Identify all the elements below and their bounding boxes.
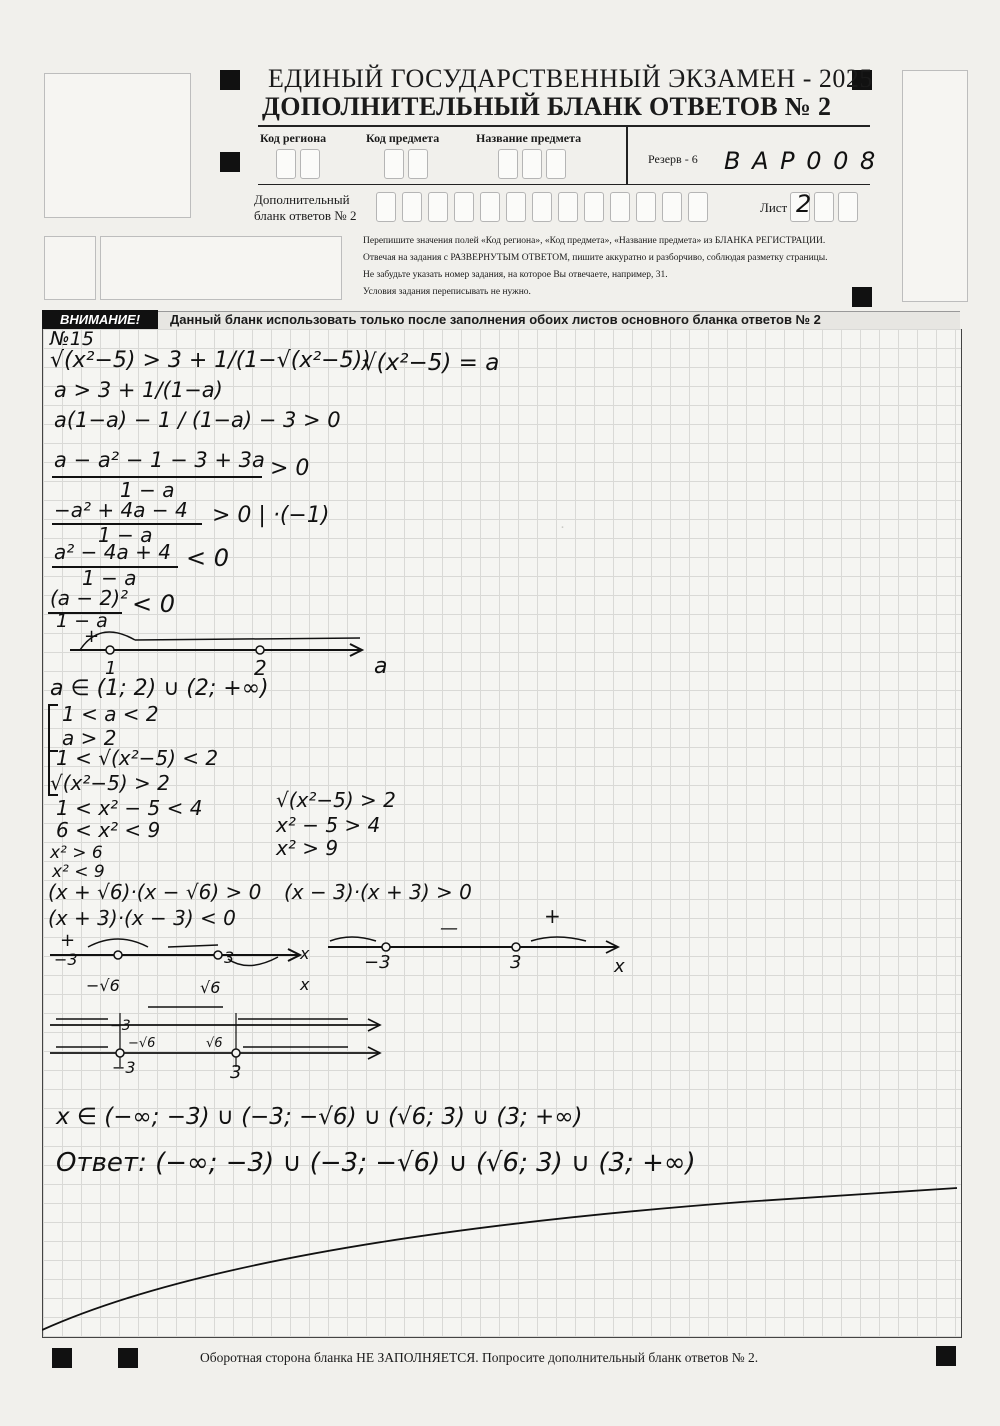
- system-line: 1 < a < 2: [62, 702, 159, 726]
- instruction-line: Условия задания переписывать не нужно.: [363, 287, 531, 297]
- system-bracket: [48, 704, 58, 752]
- fraction-relation: < 0: [186, 544, 230, 572]
- solution-line: a(1−a) − 1 / (1−a) − 3 > 0: [54, 408, 341, 432]
- solution-line: √(x²−5) > 2: [276, 788, 396, 812]
- header-rule-2: [258, 184, 870, 185]
- sign-chart-label: —: [440, 918, 458, 939]
- task-number: №15: [50, 328, 94, 350]
- extra-form-number-cell[interactable]: [610, 192, 630, 222]
- solution-line: 6 < x² < 9: [56, 818, 161, 842]
- sheet-cell[interactable]: [838, 192, 858, 222]
- extra-form-number-cell[interactable]: [558, 192, 578, 222]
- sign-chart-label: 3: [224, 948, 235, 967]
- number-line-point: 1: [105, 658, 117, 679]
- registration-mark-mid-left: [220, 152, 240, 172]
- solution-line: a > 3 + 1/(1−a): [54, 378, 223, 402]
- solution-line: (x + √6)·(x − √6) > 0: [48, 880, 262, 904]
- qr-area-left-2: [100, 236, 342, 300]
- fraction-numerator: (a − 2)²: [50, 586, 129, 610]
- fraction-relation: < 0: [132, 590, 176, 618]
- solution-line: x² > 9: [276, 836, 339, 860]
- extra-form-number-cell[interactable]: [636, 192, 656, 222]
- registration-mark-bottom-1: [52, 1348, 72, 1368]
- solution-line: 1 < x² − 5 < 4: [56, 796, 203, 820]
- fraction-numerator: a − a² − 1 − 3 + 3a: [54, 448, 265, 472]
- sign-chart-label: −√6: [128, 1036, 156, 1051]
- solution-line: a ∈ (1; 2) ∪ (2; +∞): [50, 676, 269, 701]
- extra-form-number-cell[interactable]: [532, 192, 552, 222]
- subject-name-cell[interactable]: [498, 149, 518, 179]
- sign-chart-label: 3: [230, 1062, 242, 1083]
- solution-result: x ∈ (−∞; −3) ∪ (−3; −√6) ∪ (√6; 3) ∪ (3; +∞): [56, 1104, 583, 1130]
- subject-name-label: Название предмета: [476, 131, 582, 145]
- sheet-value: 2: [796, 190, 812, 218]
- solution-line: (x − 3)·(x + 3) > 0: [284, 880, 472, 904]
- extra-form-label: [254, 192, 356, 224]
- qr-area-left-1: [44, 236, 96, 300]
- fraction-denominator: 1 − a: [120, 478, 175, 502]
- instruction-line: Отвечая на задания с РАЗВЕРНУТЫМ ОТВЕТОМ, пишите аккуратно и разборчиво, соблюдая разметку страницы.: [363, 253, 828, 263]
- sign-chart-label: √6: [200, 978, 221, 997]
- region-code-label: Код региона: [260, 131, 327, 145]
- solution-line: √(x²−5) > 3 + 1/(1−√(x²−5)): [50, 348, 371, 373]
- instruction-line: Перепишите значения полей «Код региона», «Код предмета», «Название предмета» из БЛАНКА РЕГИСТРАЦИИ.: [363, 236, 826, 246]
- sign-chart-label: −√6: [86, 976, 120, 995]
- instruction-line: Не забудьте указать номер задания, на которое Вы отвечаете, например, 31.: [363, 270, 668, 280]
- fraction-denominator: 1 − a: [98, 523, 153, 547]
- solution-line: (x + 3)·(x − 3) < 0: [48, 906, 236, 930]
- sign-chart-label: √6: [206, 1036, 223, 1051]
- closing-stroke: [42, 1180, 962, 1340]
- number-line-point: 2: [254, 656, 267, 680]
- warning-badge: ВНИМАНИЕ!: [42, 310, 158, 329]
- subject-code-cell[interactable]: [384, 149, 404, 179]
- fraction-numerator: a² − 4a + 4: [54, 540, 171, 564]
- footer-note: Оборотная сторона бланка НЕ ЗАПОЛНЯЕТСЯ. Попросите дополнительный бланк ответов № 2.: [200, 1350, 759, 1365]
- registration-mark-bottom-2: [118, 1348, 138, 1368]
- subject-name-cell[interactable]: [546, 149, 566, 179]
- sign-chart-label: x: [614, 956, 625, 977]
- system-line: √(x²−5) > 2: [50, 771, 170, 795]
- reserve-value[interactable]: В А Р 0 0 8: [724, 147, 878, 175]
- sign-chart-label: x: [300, 975, 310, 994]
- header-rule: [258, 125, 870, 127]
- fraction-relation: > 0: [270, 456, 310, 481]
- solution-line: x² − 5 > 4: [276, 813, 381, 837]
- fraction-denominator: 1 − a: [56, 610, 108, 632]
- reserve-label: Резерв - 6: [648, 152, 698, 166]
- solution-line: x² > 6: [50, 843, 103, 863]
- extra-form-number-cell[interactable]: [662, 192, 682, 222]
- number-line-variable: a: [374, 654, 388, 679]
- show-through: ·: [560, 520, 565, 536]
- extra-form-number-cell[interactable]: [454, 192, 474, 222]
- registration-mark-bottom-right: [936, 1346, 956, 1366]
- sign-chart-label: x: [300, 944, 310, 963]
- region-code-cell[interactable]: [276, 149, 296, 179]
- extra-form-number-cell[interactable]: [584, 192, 604, 222]
- subject-code-label: Код предмета: [366, 131, 440, 145]
- subject-name-cell[interactable]: [522, 149, 542, 179]
- sign-chart-label: +: [60, 930, 76, 951]
- system-line: 1 < √(x²−5) < 2: [56, 746, 219, 770]
- fraction-relation: > 0 | ·(−1): [212, 503, 330, 528]
- sign-chart-label: −3: [54, 950, 78, 969]
- extra-form-number-cell[interactable]: [402, 192, 422, 222]
- stamp-area-right: [902, 70, 968, 302]
- warning-text: Данный бланк использовать только после заполнения обоих листов основного бланка ответов № 2: [170, 312, 821, 327]
- exam-title: ЕДИНЫЙ ГОСУДАРСТВЕННЫЙ ЭКЗАМЕН - 2025: [268, 64, 873, 93]
- subject-code-cell[interactable]: [408, 149, 428, 179]
- sign-chart-label: −3: [110, 1018, 131, 1034]
- extra-form-number-cell[interactable]: [688, 192, 708, 222]
- fraction-numerator: −a² + 4a − 4: [54, 498, 188, 522]
- extra-form-number-cell[interactable]: [480, 192, 500, 222]
- system-line: a > 2: [62, 726, 117, 750]
- sheet-label: Лист: [760, 200, 788, 215]
- solution-line: x² < 9: [52, 862, 105, 882]
- extra-form-number-cell[interactable]: [376, 192, 396, 222]
- registration-mark-top-left: [220, 70, 240, 90]
- sign-chart-label: −3: [364, 952, 391, 973]
- substitution: √(x²−5) = a: [362, 350, 500, 376]
- extra-form-label-line2: бланк ответов № 2: [254, 208, 357, 223]
- final-answer: Ответ: (−∞; −3) ∪ (−3; −√6) ∪ (√6; 3) ∪ (3; +∞): [56, 1148, 696, 1178]
- form-title: ДОПОЛНИТЕЛЬНЫЙ БЛАНК ОТВЕТОВ № 2: [262, 92, 832, 121]
- sign-chart-label: −3: [112, 1058, 136, 1077]
- registration-mark-mid-right: [852, 287, 872, 307]
- extra-form-number-cell[interactable]: [428, 192, 448, 222]
- fraction-denominator: 1 − a: [82, 566, 137, 590]
- region-code-cell[interactable]: [300, 149, 320, 179]
- number-line-sign: +: [84, 626, 100, 647]
- header-divider: [626, 126, 628, 184]
- stamp-area-left: [44, 73, 191, 218]
- sheet-cell[interactable]: [814, 192, 834, 222]
- extra-form-number-cell[interactable]: [506, 192, 526, 222]
- extra-form-label-line1: Дополнительный: [254, 192, 350, 207]
- sign-chart-label: 3: [510, 952, 522, 973]
- sign-chart-label: +: [544, 904, 561, 928]
